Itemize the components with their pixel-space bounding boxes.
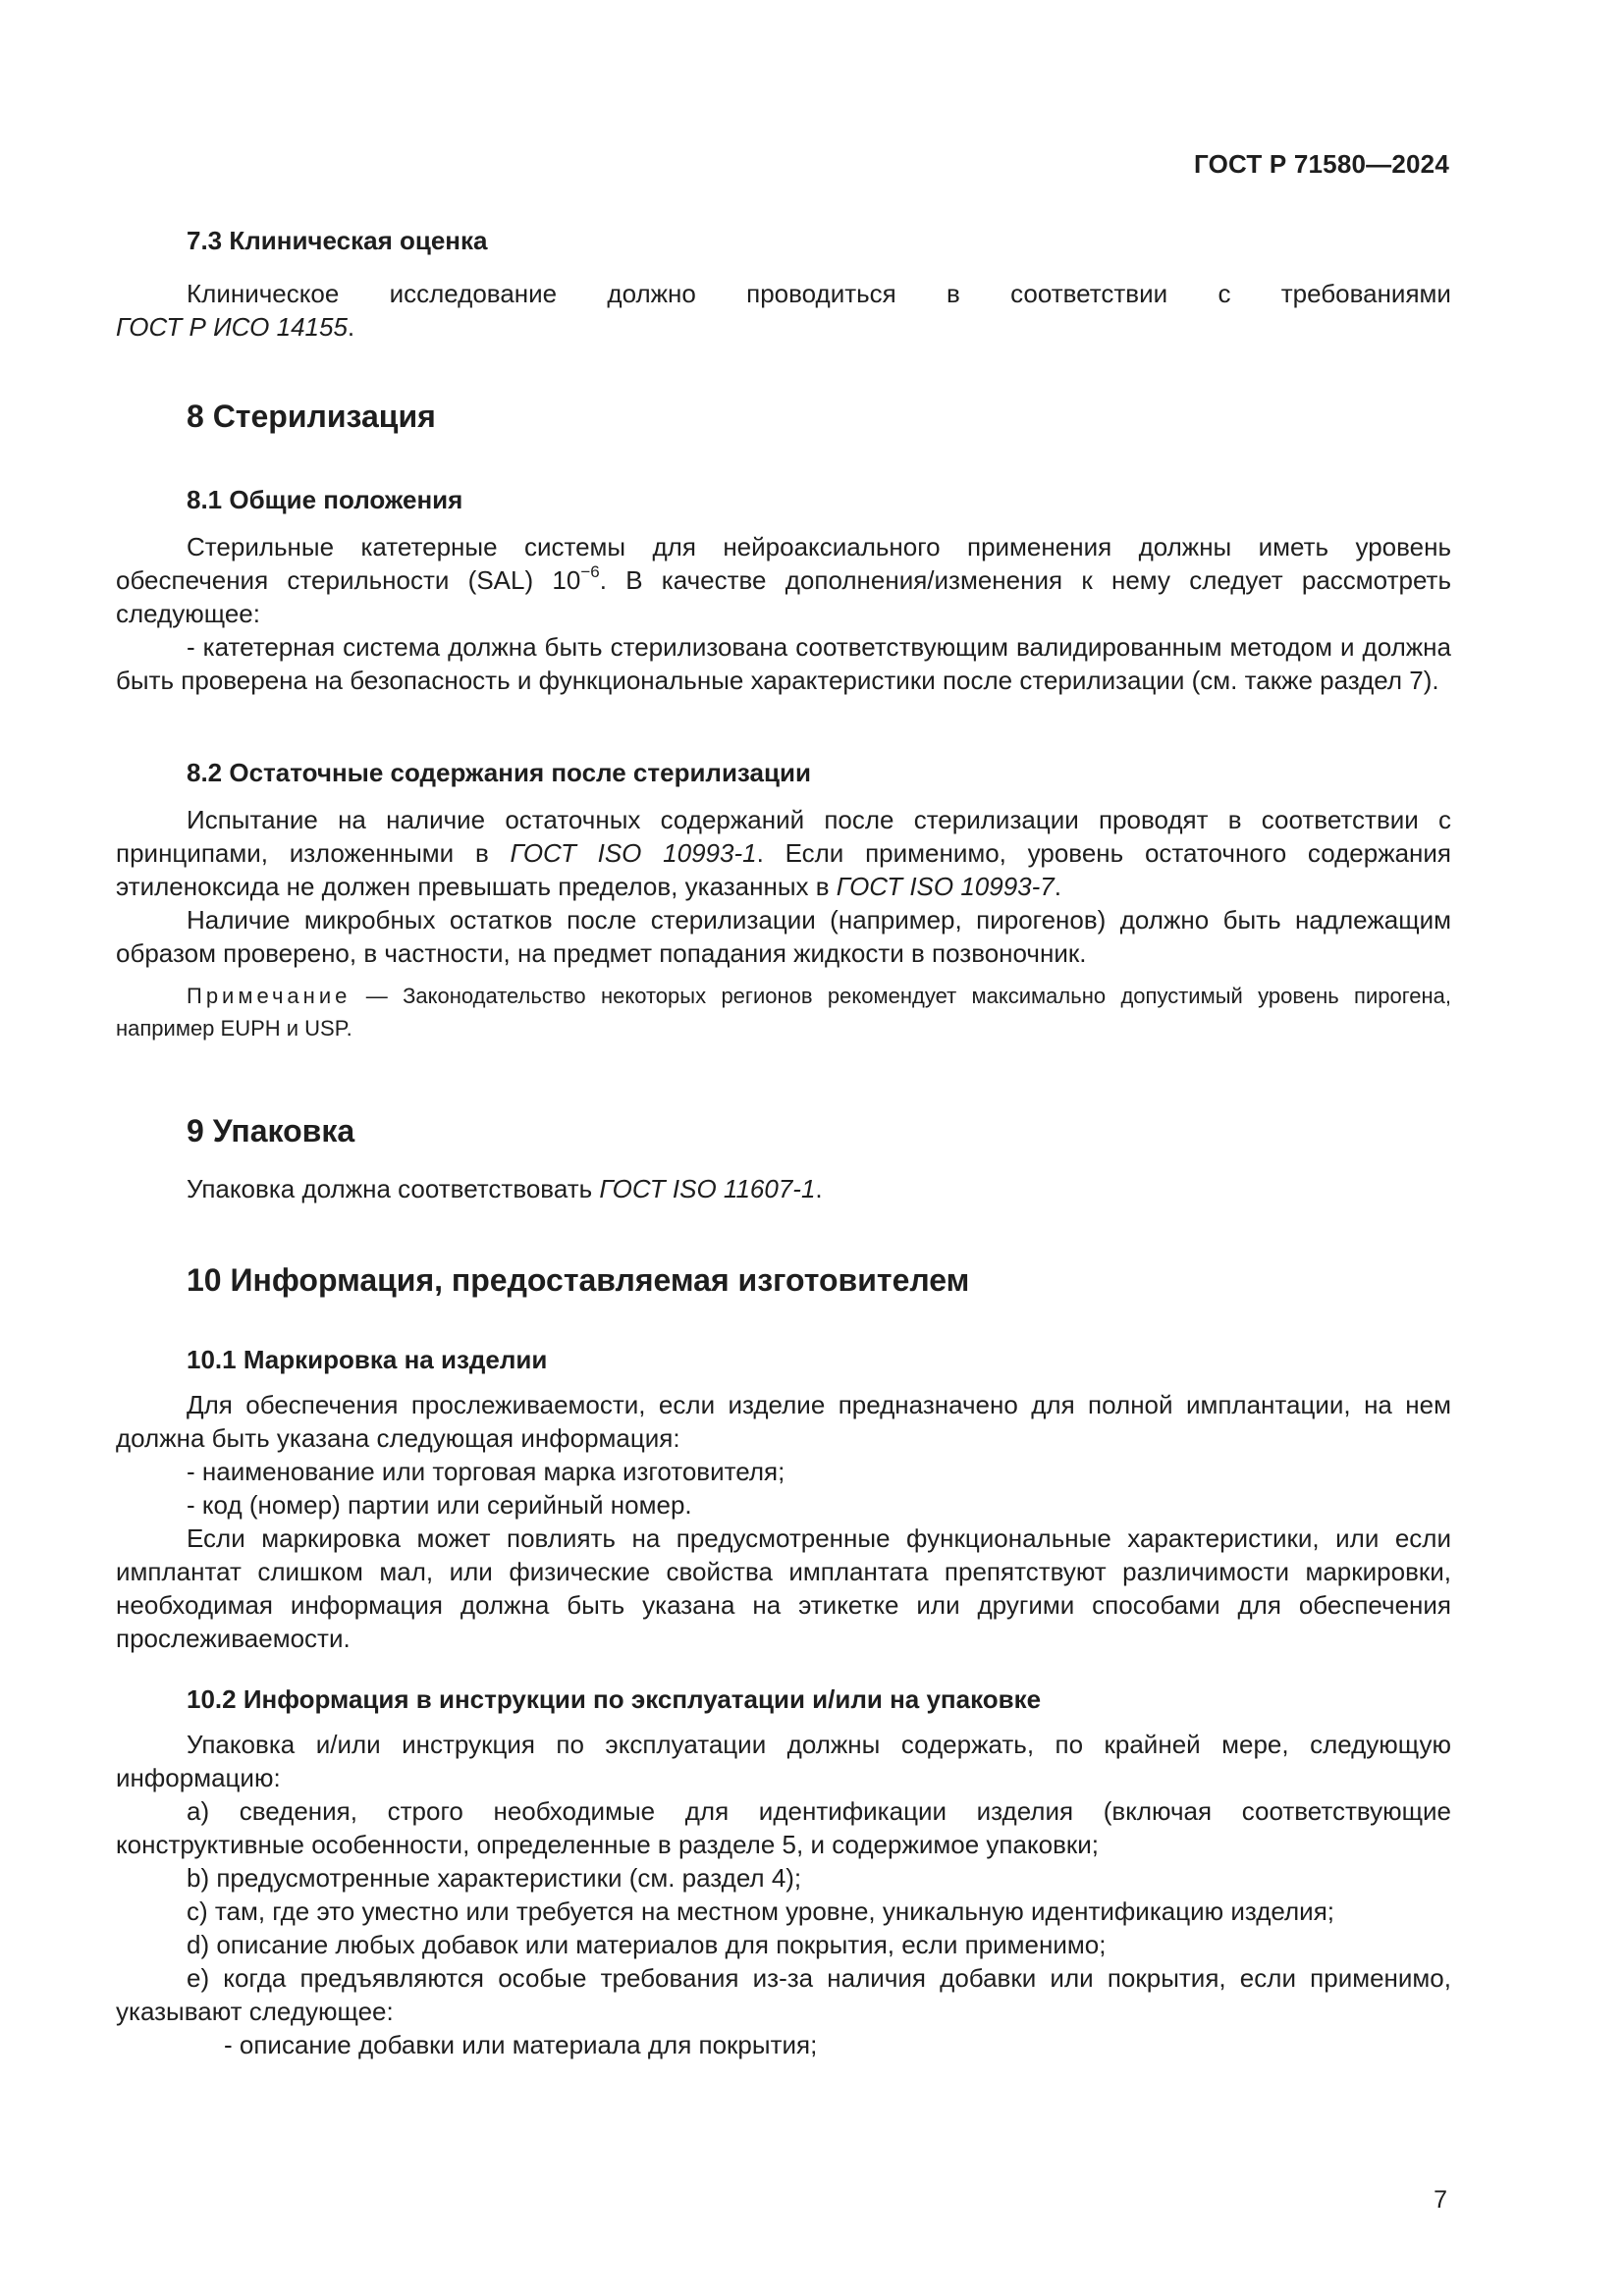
heading-7-3: 7.3 Клиническая оценка: [187, 226, 488, 255]
page-number: 7: [1434, 2186, 1447, 2214]
list-item-10-2-b: b) предусмотренные характеристики (см. раздел 4);: [187, 1863, 802, 1893]
heading-8-2: 8.2 Остаточные содержания после стерилизации: [187, 758, 811, 787]
section-10-2-body: [116, 1728, 1451, 2061]
paragraph-7-3-line1: Клиническое исследование должно проводиться в соответствии с требованиями: [187, 279, 1451, 308]
list-item-10-1-2: - код (номер) партии или серийный номер.: [187, 1490, 692, 1520]
paragraph-7-3: [116, 277, 1451, 344]
paragraph-10-2-1: Упаковка и/или инструкция по эксплуатации должны содержать, по крайней мере, следующую информацию:: [116, 1730, 1451, 1792]
paragraph-8-2-1: Испытание на наличие остаточных содержаний после стерилизации проводят в соответствии с принципами, изложенными в ГОСТ ISO 10993-1. Если применимо, уровень остаточного содержания этиленоксида не должен превышать пределов, указанных в ГОСТ ISO 10993-7.: [116, 805, 1452, 901]
paragraph-9: Упаковка должна соответствовать ГОСТ ISO 11607-1.: [187, 1174, 823, 1203]
section-8-1-body: [116, 530, 1451, 697]
paragraph-10-1-1: Для обеспечения прослеживаемости, если изделие предназначено для полной имплантации, на нем должна быть указана следующая информация:: [116, 1390, 1451, 1453]
list-item-10-2-d: d) описание любых добавок или материалов для покрытия, если применимо;: [187, 1930, 1107, 1959]
list-item-10-2-a: a) сведения, строго необходимые для идентификации изделия (включая соответствующие конструктивные особенности, определенные в разделе 5, и содержимое упаковки;: [116, 1796, 1451, 1859]
document-header: ГОСТ Р 71580—2024: [1194, 149, 1449, 179]
list-item-10-2-e: e) когда предъявляются особые требования из-за наличия добавки или покрытия, если применимо, указывают следующее:: [116, 1963, 1451, 2026]
heading-9: 9 Упаковка: [187, 1113, 355, 1148]
heading-10-1: 10.1 Маркировка на изделии: [187, 1345, 548, 1374]
paragraph-8-2-2: Наличие микробных остатков после стерилизации (например, пирогенов) должно быть надлежащим образом проверено, в частности, на предмет попадания жидкости в позвоночник.: [116, 905, 1451, 968]
list-item-10-1-1: - наименование или торговая марка изготовителя;: [187, 1457, 785, 1486]
section-9-body: [116, 1172, 1451, 1205]
paragraph-7-3-line2: ГОСТ Р ИСО 14155.: [116, 312, 355, 342]
list-item-10-2-c: c) там, где это уместно или требуется на местном уровне, уникальную идентификацию изделия;: [187, 1896, 1334, 1926]
heading-10-2: 10.2 Информация в инструкции по эксплуатации и/или на упаковке: [187, 1684, 1042, 1714]
list-item-8-1: - катетерная система должна быть стерилизована соответствующим валидированным методом и должна быть проверена на безопасность и функциональные характеристики после стерилизации (см. также раздел 7).: [116, 632, 1451, 695]
reference-gost-iso-14155: ГОСТ Р ИСО 14155: [116, 312, 348, 342]
section-10-1-body: [116, 1388, 1451, 1655]
heading-8: 8 Стерилизация: [187, 399, 436, 434]
paragraph-8-1: Стерильные катетерные системы для нейроаксиального применения должны иметь уровень обеспечения стерильности (SAL) $10^{-6}$. В качестве дополнения/изменения к нему следует рассмотреть следующее:: [116, 532, 1451, 628]
heading-8-1: 8.1 Общие положения: [187, 485, 463, 514]
paragraph-10-1-2: Если маркировка может повлиять на предусмотренные функциональные характеристики, или если имплантат слишком мал, или физические свойства имплантата препятствуют различимости маркировки, необходимая информация должна быть указана на этикетке или другими способами для обеспечения прослеживаемости.: [116, 1523, 1451, 1653]
heading-10: 10 Информация, предоставляемая изготовителем: [187, 1262, 970, 1298]
note-8-2: Примечание — Законодательство некоторых регионов рекомендует максимально допустимый уровень пирогена, например EUPH и USP.: [116, 984, 1451, 1041]
list-item-10-2-e-1: - описание добавки или материала для покрытия;: [224, 2030, 818, 2059]
section-8-2-body: [116, 803, 1451, 1044]
